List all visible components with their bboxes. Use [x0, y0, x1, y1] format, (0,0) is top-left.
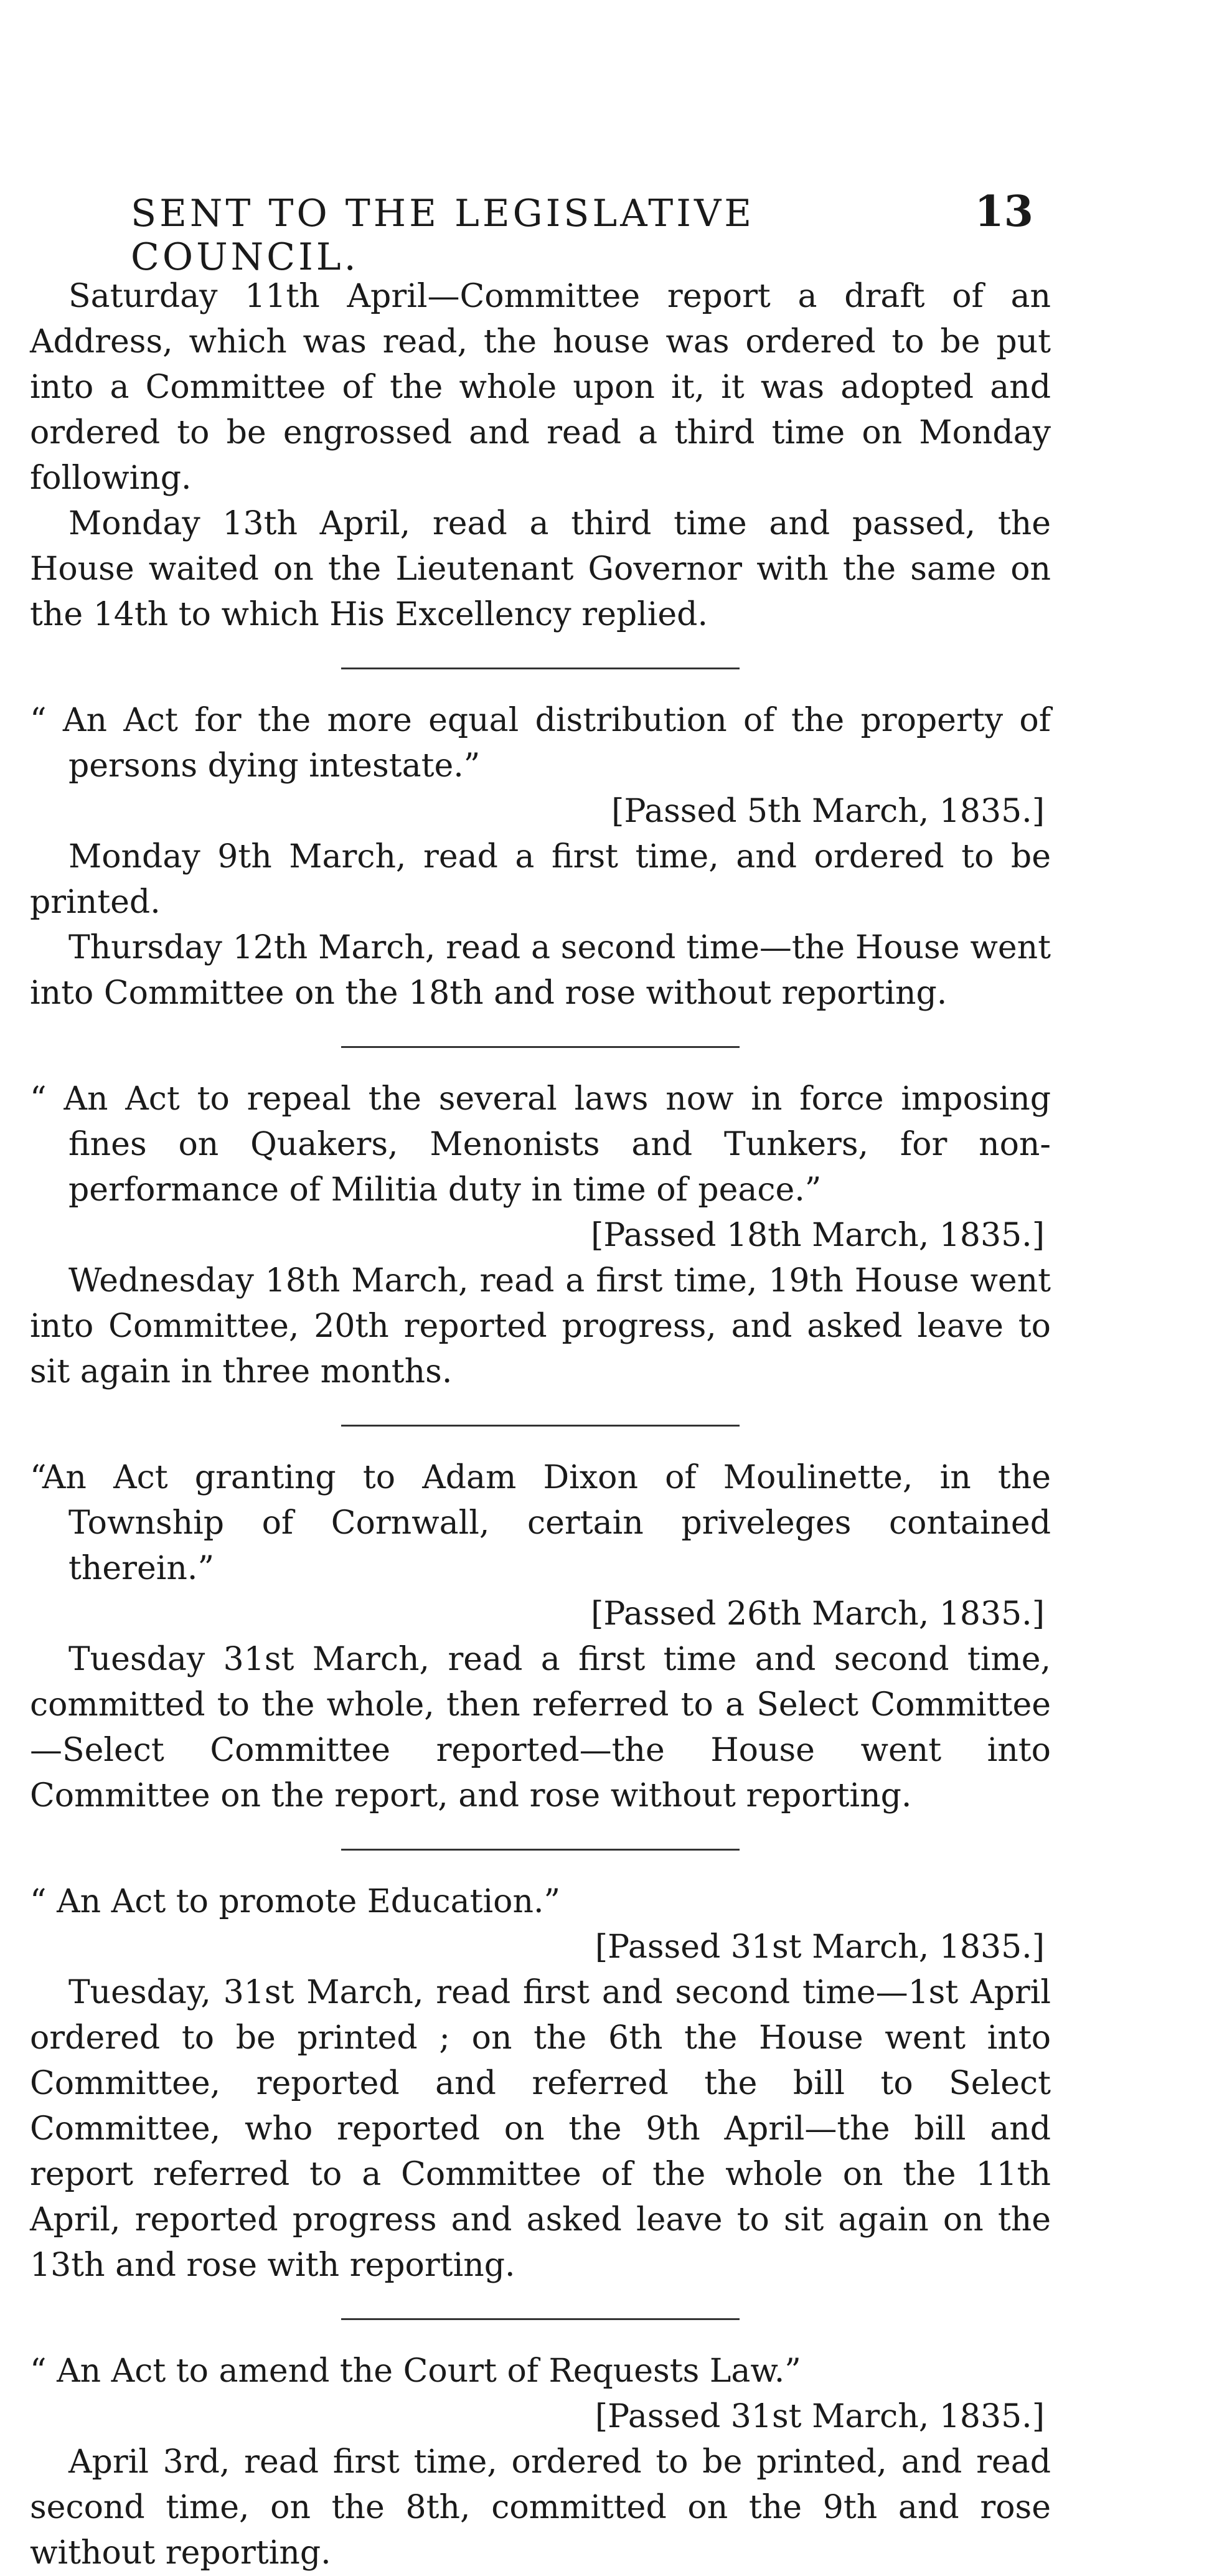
act-title: “ An Act to repeal the several laws now in force imposing fines on Quakers, Menonists and Tunkers, for non-performance of Militia duty in time of peace.”: [30, 1080, 1051, 1209]
act-passed-date: [Passed 26th March, 1835.]: [591, 1595, 1045, 1633]
intro-paragraph: Saturday 11th April—Committee report a draft of an Address, which was read, the house was ordered to be put into a Committee of the whole upon it, it was adopted and ordered to be engrossed and read a third time on Monday following.: [30, 278, 1051, 497]
act-proceedings: Tuesday, 31st March, read first and second time—1st April ordered to be printed ; on the 6th the House went into Committee, reported and referred the bill to Select Committee, who reported on the 9th April—the bill and report referred to a Committee of the whole on the 11th April, reported progress and asked leave to sit again on the 13th and rose with reporting.: [30, 1974, 1051, 2284]
act-proceedings: Monday 9th March, read a first time, and ordered to be printed.: [30, 838, 1051, 921]
running-head: SENT TO THE LEGISLATIVE COUNCIL.: [131, 192, 755, 279]
act-title: “ An Act for the more equal distribution of the property of persons dying intestate.”: [30, 702, 1051, 785]
act-entry: [30, 2349, 1051, 2576]
section-divider: [341, 2318, 740, 2320]
intro-paragraph: Monday 13th April, read a third time and passed, the House waited on the Lieutenant Governor with the same on the 14th to which His Excellency replied.: [30, 505, 1051, 633]
act-proceedings: April 3rd, read first time, ordered to be printed, and read second time, on the 8th, committed on the 9th and rose without reporting.: [30, 2443, 1051, 2572]
act-title: “An Act granting to Adam Dixon of Moulinette, in the Township of Cornwall, certain priveleges contained therein.”: [30, 1459, 1051, 1587]
act-title: “ An Act to promote Education.”: [30, 1883, 561, 1920]
act-title: “ An Act to amend the Court of Requests Law.”: [30, 2352, 801, 2390]
page-number: 13: [974, 187, 1033, 237]
section-divider: [341, 1849, 740, 1851]
act-proceedings: Wednesday 18th March, read a first time, 19th House went into Committee, 20th reported progress, and asked leave to sit again in three months.: [30, 1262, 1051, 1390]
act-proceedings: Thursday 12th March, read a second time—the House went into Committee on the 18th and rose without reporting.: [30, 929, 1051, 1012]
act-entry: [30, 1455, 1051, 1819]
section-divider: [341, 1425, 740, 1427]
act-passed-date: [Passed 5th March, 1835.]: [611, 793, 1045, 830]
act-proceedings: Tuesday 31st March, read a first time and second time, committed to the whole, then referred to a Select Committee —Select Committee reported—the House went into Committee on the report, and rose without reporting.: [30, 1641, 1051, 1814]
act-entry: [30, 698, 1051, 1016]
page-body: [30, 274, 1051, 2576]
section-divider: [341, 1046, 740, 1048]
act-passed-date: [Passed 18th March, 1835.]: [591, 1217, 1045, 1254]
act-passed-date: [Passed 31st March, 1835.]: [595, 1928, 1045, 1966]
page-header: [131, 187, 1033, 279]
intro-section: [30, 274, 1051, 638]
act-passed-date: [Passed 31st March, 1835.]: [595, 2398, 1045, 2435]
section-divider: [341, 668, 740, 669]
act-entry: [30, 1879, 1051, 2288]
act-entry: [30, 1077, 1051, 1395]
